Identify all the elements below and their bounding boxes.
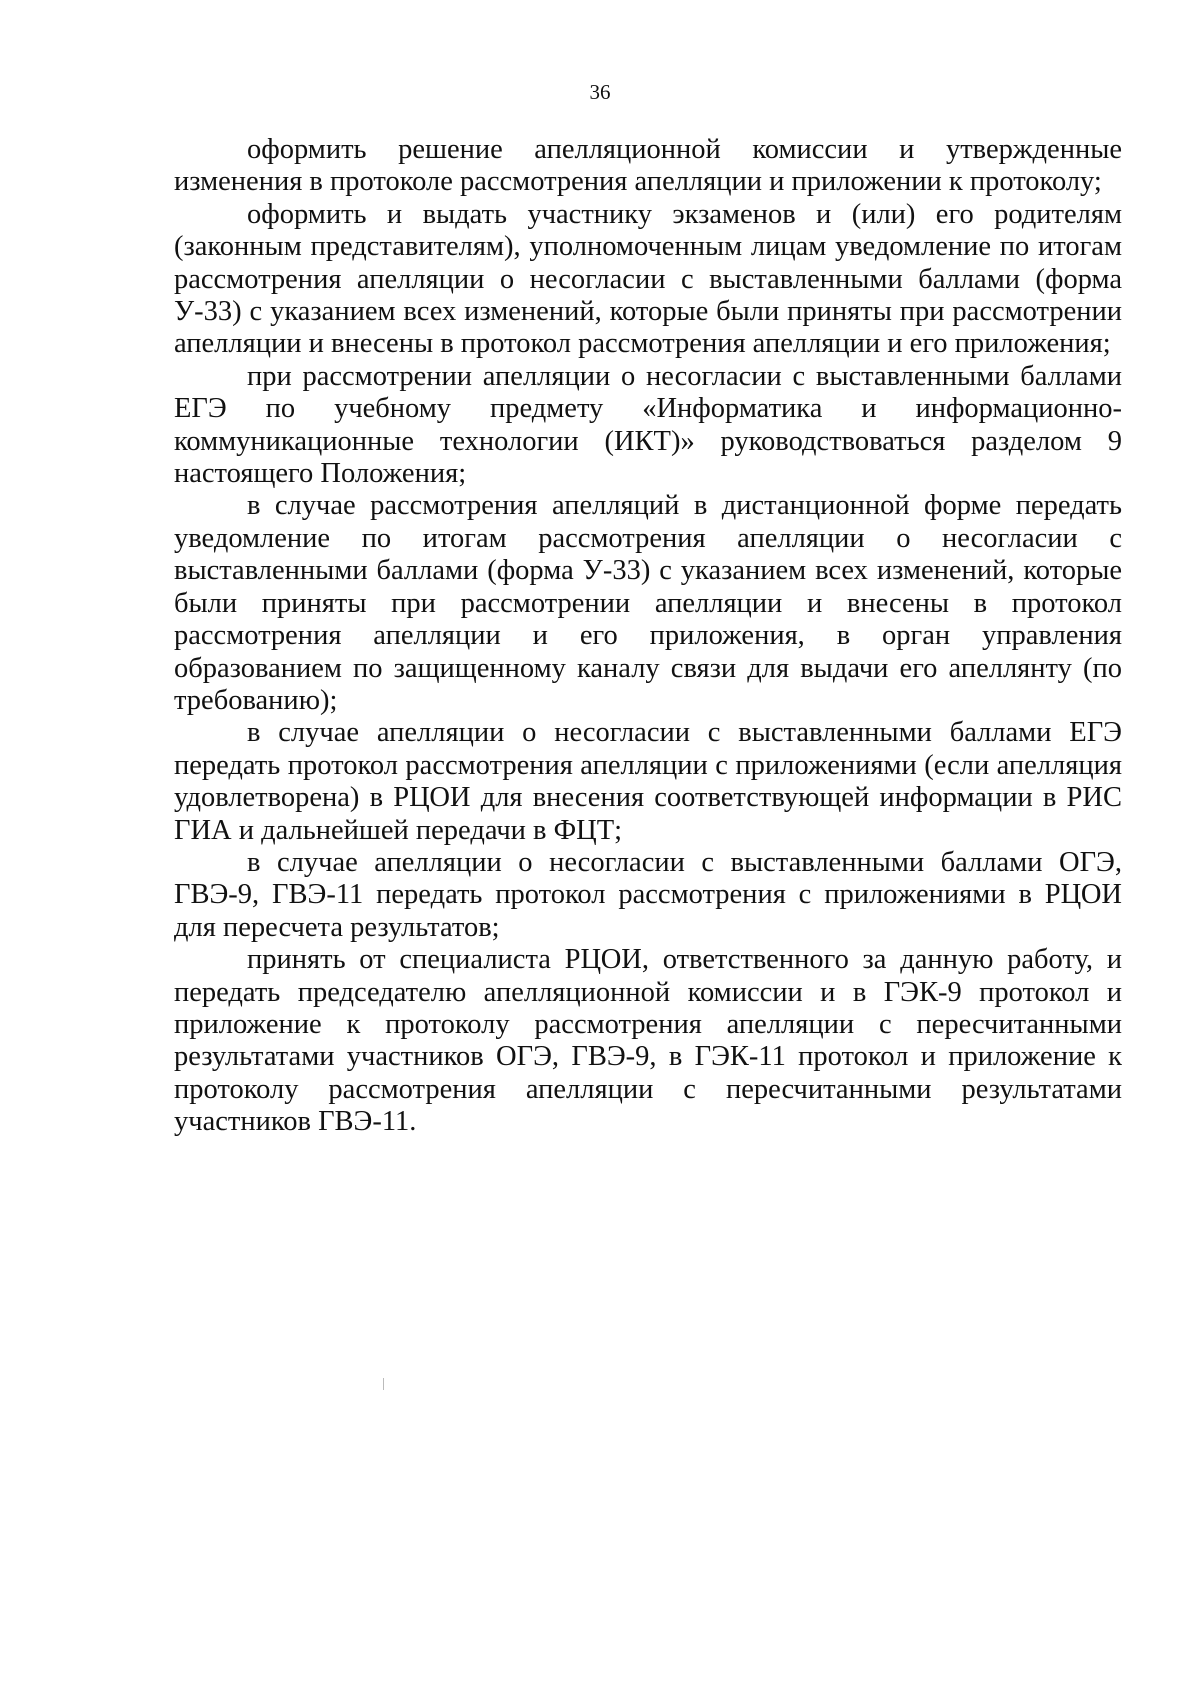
page-number: 36	[589, 80, 611, 104]
paragraph-6: в случае апелляции о несогласии с выставленными баллами ОГЭ, ГВЭ-9, ГВЭ-11 передать протокол рассмотрения с приложениями в РЦОИ для пересчета результатов;	[174, 846, 1122, 943]
paragraph-1: оформить решение апелляционной комиссии и утвержденные изменения в протоколе рассмотрения апелляции и приложении к протоколу;	[174, 134, 1122, 198]
paragraph-2: оформить и выдать участнику экзаменов и (или) его родителям (законным представителям), уполномоченным лицам уведомление по итогам рассмотрения апелляции о несогласии с выставленными баллами (форма У-33) с указанием всех изменений, которые были приняты при рассмотрении апелляции и внесены в протокол рассмотрения апелляции и его приложения;	[174, 198, 1122, 360]
paragraph-3: при рассмотрении апелляции о несогласии с выставленными баллами ЕГЭ по учебному предмету «Информатика и информационно-коммуникационные технологии (ИКТ)» руководствоваться разделом 9 настоящего Положения;	[174, 360, 1122, 490]
body-text	[174, 134, 1122, 1139]
paragraph-5: в случае апелляции о несогласии с выставленными баллами ЕГЭ передать протокол рассмотрения апелляции с приложениями (если апелляция удовлетворена) в РЦОИ для внесения соответствующей информации в РИС ГИА и дальнейшей передачи в ФЦТ;	[174, 717, 1122, 846]
paragraph-7: принять от специалиста РЦОИ, ответственного за данную работу, и передать председателю апелляционной комиссии и в ГЭК-9 протокол и приложение к протоколу рассмотрения апелляции с пересчитанными результатами участников ОГЭ, ГВЭ-9, в ГЭК-11 протокол и приложение к протоколу рассмотрения апелляции с пересчитанными результатами участников ГВЭ-11.	[174, 944, 1122, 1138]
paragraph-4: в случае рассмотрения апелляций в дистанционной форме передать уведомление по итогам рассмотрения апелляции о несогласии с выставленными баллами (форма У-33) с указанием всех изменений, которые были приняты при рассмотрении апелляции и внесены в протокол рассмотрения апелляции и его приложения, в орган управления образованием по защищенному каналу связи для выдачи его апеллянту (по требованию);	[174, 490, 1122, 716]
scan-artifact	[383, 1378, 384, 1390]
